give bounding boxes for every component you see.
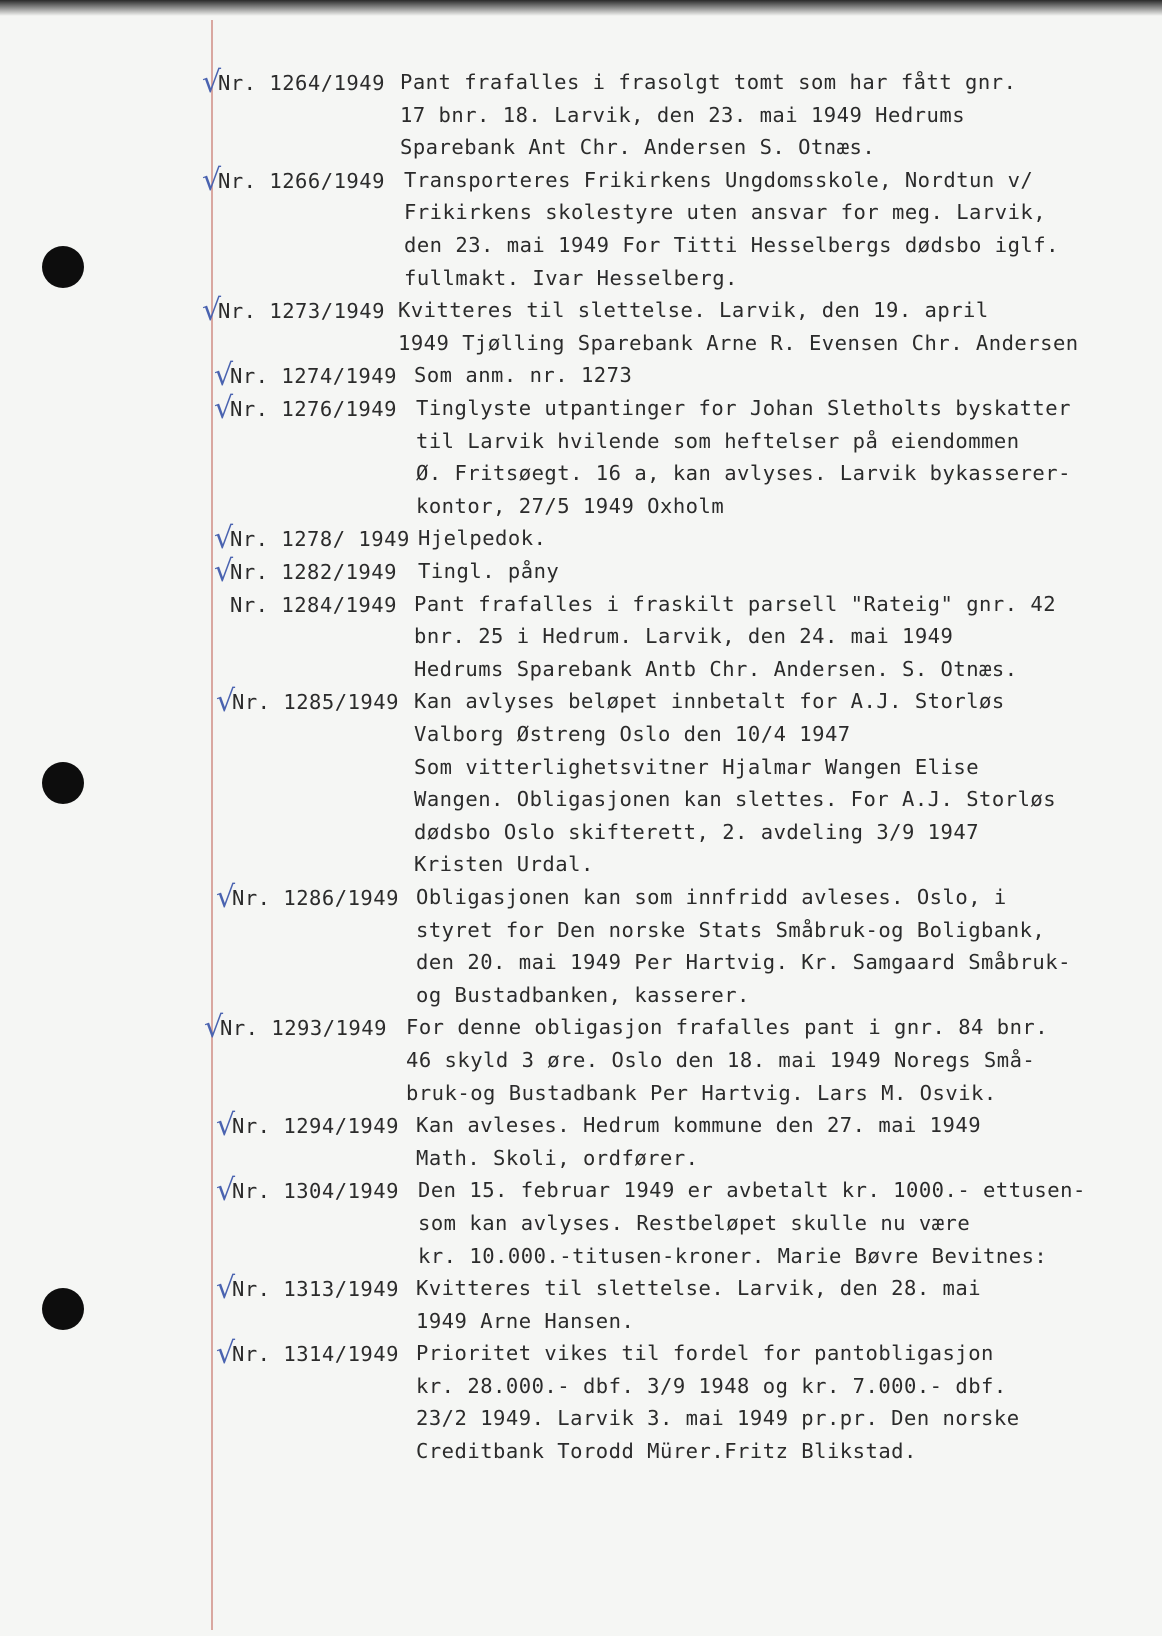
entry-number: Nr. 1313/1949 <box>232 1277 399 1302</box>
entry-line: Frikirkens skolestyre uten ansvar for meg. Larvik, <box>404 200 1047 225</box>
entry-line: Math. Skoli, ordfører. <box>416 1145 699 1170</box>
checkmark-icon: √ <box>216 1271 236 1307</box>
entry-line: Som vitterlighetsvitner Hjalmar Wangen Elise <box>414 754 980 779</box>
entry-line: og Bustadbanken, kasserer. <box>416 982 750 1007</box>
entry-text <box>414 588 1056 686</box>
register-entry <box>0 66 1162 164</box>
entry-text <box>400 66 1016 164</box>
checkmark-icon: √ <box>216 1108 236 1144</box>
register-entry <box>0 685 1162 881</box>
entry-number: Nr. 1264/1949 <box>218 71 385 95</box>
entry-line: Kvitteres til slettelse. Larvik, den 19. april <box>398 298 989 323</box>
register-entry <box>0 1109 1162 1174</box>
register-entry <box>0 522 1162 555</box>
register-entry <box>0 1272 1162 1337</box>
checkmark-icon: √ <box>202 65 222 100</box>
entry-text <box>416 392 1071 522</box>
entry-number: Nr. 1286/1949 <box>232 885 399 910</box>
entry-text <box>418 555 559 588</box>
entry-number: Nr. 1294/1949 <box>232 1114 399 1139</box>
entry-line: Wangen. Obligasjonen kan slettes. For A.J. Storløs <box>414 787 1057 812</box>
entry-text <box>398 294 1079 359</box>
entry-number: Nr. 1273/1949 <box>218 299 385 324</box>
checkmark-icon: √ <box>216 1336 236 1372</box>
entry-number: Nr. 1278/ 1949 <box>230 527 410 552</box>
entry-line: Tinglyste utpantinger for Johan Sletholts byskatter <box>416 395 1071 420</box>
entry-text <box>404 164 1059 294</box>
entry-line: Kan avlyses beløpet innbetalt for A.J. Storløs <box>414 689 1005 714</box>
register-entries <box>0 66 1162 1468</box>
entry-line: Pant frafalles i fraskilt parsell "Rateig" gnr. 42 <box>414 591 1057 616</box>
entry-line: Kristen Urdal. <box>414 852 594 877</box>
entry-text <box>418 1174 1086 1272</box>
entry-number: Nr. 1304/1949 <box>232 1179 399 1204</box>
register-entry <box>0 359 1162 392</box>
register-entry <box>0 555 1162 588</box>
checkmark-icon: √ <box>216 879 236 915</box>
checkmark-icon: √ <box>214 553 234 589</box>
checkmark-icon: √ <box>204 1010 224 1046</box>
entry-text <box>416 1272 981 1337</box>
entry-line: Den 15. februar 1949 er avbetalt kr. 1000.- ettusen- <box>418 1178 1086 1203</box>
register-entry <box>0 294 1162 359</box>
entry-line: den 20. mai 1949 Per Hartvig. Kr. Samgaard Småbruk- <box>416 950 1071 975</box>
entry-text <box>418 522 546 555</box>
entry-number: Nr. 1284/1949 <box>230 592 397 617</box>
entry-line: 1949 Arne Hansen. <box>416 1308 635 1333</box>
entry-line: kontor, 27/5 1949 Oxholm <box>416 493 725 518</box>
register-entry <box>0 1337 1162 1467</box>
entry-text <box>414 685 1056 881</box>
entry-number: Nr. 1314/1949 <box>232 1342 399 1367</box>
entry-line: bnr. 25 i Hedrum. Larvik, den 24. mai 1949 <box>414 624 954 649</box>
entry-line: Obligasjonen kan som innfridd avleses. Oslo, i <box>416 884 1007 909</box>
entry-text <box>416 881 1071 1011</box>
entry-line: Som anm. nr. 1273 <box>414 363 633 388</box>
checkmark-icon: √ <box>216 684 236 720</box>
entry-line: 46 skyld 3 øre. Oslo den 18. mai 1949 Noregs Små- <box>406 1047 1036 1072</box>
register-entry <box>0 1011 1162 1109</box>
entry-line: fullmakt. Ivar Hesselberg. <box>404 265 738 290</box>
entry-line: bruk-og Bustadbank Per Hartvig. Lars M. Osvik. <box>406 1080 997 1105</box>
register-entry <box>0 881 1162 1011</box>
entry-line: Tingl. påny <box>418 558 560 583</box>
register-entry <box>0 1174 1162 1272</box>
entry-line: den 23. mai 1949 For Titti Hesselbergs dødsbo iglf. <box>404 232 1059 257</box>
entry-line: Sparebank Ant Chr. Andersen S. Otnæs. <box>400 135 876 160</box>
entry-text <box>416 1337 1020 1467</box>
entry-line: kr. 28.000.- dbf. 3/9 1948 og kr. 7.000.- dbf. <box>416 1373 1007 1398</box>
entry-line: Prioritet vikes til fordel for pantobligasjon <box>416 1341 994 1366</box>
entry-line: Ø. Fritsøegt. 16 a, kan avlyses. Larvik bykasserer- <box>416 461 1071 486</box>
entry-text <box>406 1011 1048 1109</box>
entry-number: Nr. 1285/1949 <box>232 690 399 715</box>
register-entry <box>0 588 1162 686</box>
entry-line: Valborg Østreng Oslo den 10/4 1947 <box>414 721 851 746</box>
entry-line: Transporteres Frikirkens Ungdomsskole, Nordtun v/ <box>404 167 1034 192</box>
entry-number: Nr. 1276/1949 <box>230 396 397 421</box>
entry-line: For denne obligasjon frafalles pant i gnr. 84 bnr. <box>406 1015 1049 1040</box>
entry-line: til Larvik hvilende som heftelser på eiendommen <box>416 428 1020 453</box>
entry-line: Creditbank Torodd Mürer.Fritz Blikstad. <box>416 1439 917 1464</box>
entry-number: Nr. 1274/1949 <box>230 364 397 389</box>
checkmark-icon: √ <box>214 358 234 394</box>
entry-text <box>416 1109 981 1174</box>
entry-line: 1949 Tjølling Sparebank Arne R. Evensen Chr. Andersen <box>398 330 1079 355</box>
checkmark-icon: √ <box>202 293 222 329</box>
scan-top-edge <box>0 0 1162 16</box>
entry-line: som kan avlyses. Restbeløpet skulle nu være <box>418 1210 971 1235</box>
entry-number: Nr. 1266/1949 <box>218 168 385 193</box>
entry-line: dødsbo Oslo skifterett, 2. avdeling 3/9 1947 <box>414 819 980 844</box>
entry-text <box>414 359 632 392</box>
checkmark-icon: √ <box>216 1173 236 1209</box>
entry-line: Hedrums Sparebank Antb Chr. Andersen. S. Otnæs. <box>414 656 1018 681</box>
entry-line: Pant frafalles i frasolgt tomt som har fått gnr. <box>400 70 1017 94</box>
entry-line: kr. 10.000.-titusen-kroner. Marie Bøvre Bevitnes: <box>418 1243 1048 1268</box>
register-entry <box>0 164 1162 294</box>
entry-line: styret for Den norske Stats Småbruk-og Boligbank, <box>416 917 1046 942</box>
entry-number: Nr. 1282/1949 <box>230 559 397 584</box>
entry-line: 23/2 1949. Larvik 3. mai 1949 pr.pr. Den norske <box>416 1406 1020 1431</box>
register-entry <box>0 392 1162 522</box>
checkmark-icon: √ <box>214 390 234 426</box>
entry-number: Nr. 1293/1949 <box>220 1016 387 1041</box>
entry-line: Kvitteres til slettelse. Larvik, den 28. mai <box>416 1276 982 1301</box>
checkmark-icon: √ <box>214 521 234 557</box>
entry-line: Kan avleses. Hedrum kommune den 27. mai 1949 <box>416 1113 982 1138</box>
checkmark-icon: √ <box>202 162 222 198</box>
entry-line: 17 bnr. 18. Larvik, den 23. mai 1949 Hedrums <box>400 102 966 127</box>
entry-line: Hjelpedok. <box>418 526 547 551</box>
